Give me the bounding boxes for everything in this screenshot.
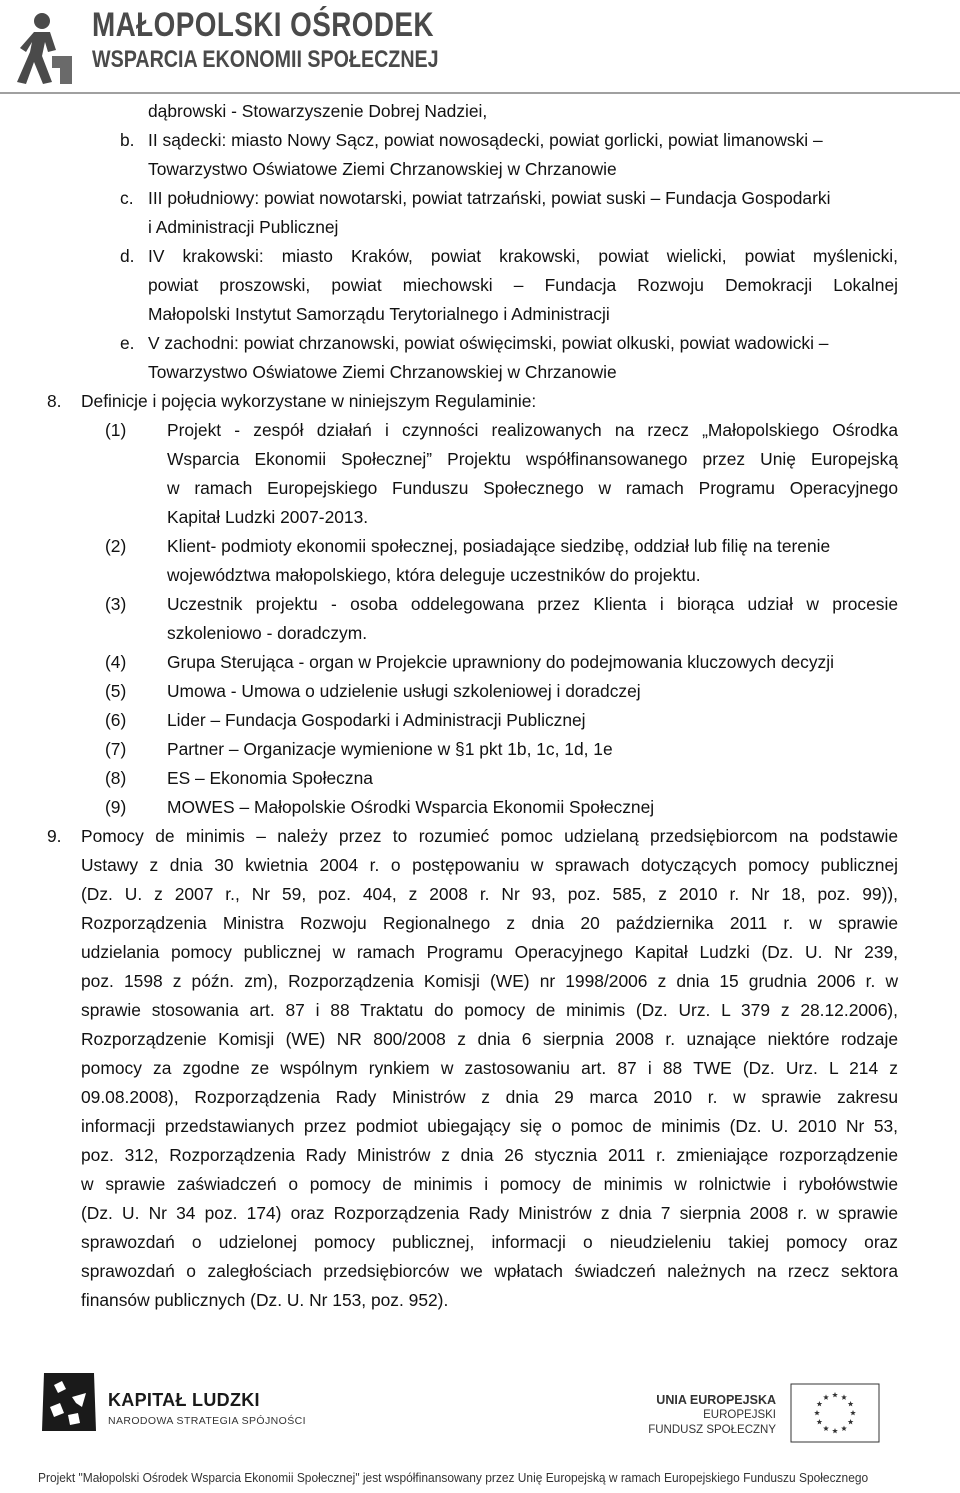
paragraph-line: informacji przedstawianych przez podmiot ubiegający się o pomoc de minimis (Dz. U. 2010 Nr 53, bbox=[81, 1116, 898, 1136]
kapital-ludzki-title: KAPITAŁ LUDZKI bbox=[108, 1390, 260, 1410]
definition-marker: (7) bbox=[105, 739, 127, 759]
definition-marker: (6) bbox=[105, 710, 127, 730]
definition-text: Grupa Sterująca - organ w Projekcie uprawniony do podejmowania kluczowych decyzji bbox=[167, 652, 834, 672]
eu-title: UNIA EUROPEJSKA bbox=[656, 1393, 776, 1407]
kapital-ludzki-subtitle: NARODOWA STRATEGIA SPÓJNOŚCI bbox=[108, 1415, 306, 1427]
logo-wordmark bbox=[92, 8, 515, 72]
paragraph-line: sprawozdań o udzielonej pomocy publicznej, informacji o nieudzieleniu takiej pomocy oraz bbox=[81, 1232, 898, 1252]
logo-line2: WSPARCIA EKONOMII SPOŁECZNEJ bbox=[92, 46, 439, 73]
eu-line3: FUNDUSZ SPOŁECZNY bbox=[648, 1424, 776, 1436]
list-item-a-continuation: dąbrowski - Stowarzyszenie Dobrej Nadziei, bbox=[148, 101, 488, 121]
list-item-text: i Administracji Publicznej bbox=[148, 217, 339, 237]
definition-text: Wsparcia Ekonomii Społecznej” Projektu współfinansowanego przez Unię Europejską bbox=[167, 449, 898, 469]
paragraph-line: pomocy za zgodne ze wspólnym rynkiem w zastosowaniu art. 87 i 88 TWE (Dz. Urz. L 214 z bbox=[81, 1058, 898, 1078]
list-item-text: IV krakowski: miasto Kraków, powiat krakowski, powiat wielicki, powiat myślenicki, bbox=[148, 246, 898, 266]
definition-text: Klient- podmioty ekonomii społecznej, posiadające siedzibę, oddział lub filię na terenie bbox=[167, 536, 831, 556]
list-item-text: Towarzystwo Oświatowe Ziemi Chrzanowskiej w Chrzanowie bbox=[148, 362, 617, 382]
page-footer bbox=[0, 1345, 960, 1493]
definition-text: szkoleniowo - doradczym. bbox=[167, 623, 368, 643]
definition-marker: (8) bbox=[105, 768, 127, 788]
definition-text: ES – Ekonomia Społeczna bbox=[167, 768, 373, 788]
definition-marker: (9) bbox=[105, 797, 127, 817]
eu-line2: EUROPEJSKI bbox=[703, 1409, 776, 1421]
paragraph-line: (Dz. U. Nr 34 poz. 174) oraz Rozporządzenia Rady Ministrów z dnia 7 sierpnia 2008 r. w sprawie bbox=[81, 1203, 898, 1223]
definition-text: Partner – Organizacje wymienione w §1 pkt 1b, 1c, 1d, 1e bbox=[167, 739, 613, 759]
definition-marker: (3) bbox=[105, 594, 127, 614]
eu-logo-text bbox=[646, 1393, 776, 1438]
section-number: 8. bbox=[47, 391, 62, 411]
definition-text: Projekt - zespół działań i czynności realizowanych na rzecz „Małopolskiego Ośrodka bbox=[167, 420, 898, 440]
list-item-text: II sądecki: miasto Nowy Sącz, powiat nowosądecki, powiat gorlicki, powiat limanowski – bbox=[148, 130, 823, 150]
paragraph-line: sprawie stosowania art. 87 i 88 Traktatu do pomocy de minimis (Dz. Urz. L 379 z 28.12.2006), bbox=[81, 1000, 898, 1020]
paragraph-line: 09.08.2008), Rozporządzenia Rady Ministrów z dnia 29 marca 2010 r. w sprawie zakresu bbox=[81, 1087, 898, 1107]
list-marker: d. bbox=[120, 246, 135, 266]
definition-text: w ramach Europejskiego Funduszu Społecznego w ramach Programu Operacyjnego bbox=[167, 478, 898, 498]
list-marker: c. bbox=[120, 188, 134, 208]
paragraph-line: Rozporządzenia Ministra Rozwoju Regionalnego z dnia 20 października 2011 r. w sprawie bbox=[81, 913, 898, 933]
paragraph-line: poz. 1598 z późn. zm), Rozporządzenia Komisji (WE) nr 1998/2006 z dnia 15 grudnia 2006 r. w bbox=[81, 971, 898, 991]
paragraph-line: sprawozdań o zaległościach przedsiębiorców we wpłatach świadczeń należnych na rzecz sektora bbox=[81, 1261, 898, 1281]
paragraph-line: poz. 312, Rozporządzenia Rady Ministrów z dnia 26 stycznia 2011 r. zmieniające rozporządzenie bbox=[81, 1145, 898, 1165]
definition-text: Lider – Fundacja Gospodarki i Administracji Publicznej bbox=[167, 710, 586, 730]
definition-text: MOWES – Małopolskie Ośrodki Wsparcia Ekonomii Społecznej bbox=[167, 797, 655, 817]
list-marker: e. bbox=[120, 333, 135, 353]
paragraph-line: (Dz. U. z 2007 r., Nr 59, poz. 404, z 2008 r. Nr 93, poz. 585, z 2010 r. Nr 18, poz. 99)), bbox=[81, 884, 898, 904]
list-marker: b. bbox=[120, 130, 135, 150]
definition-text: Kapitał Ludzki 2007-2013. bbox=[167, 507, 369, 527]
walking-figure-logo-icon bbox=[12, 12, 74, 84]
paragraph-line: Ustawy z dnia 30 kwietnia 2004 r. o postępowaniu w sprawach dotyczących pomocy publicznej bbox=[81, 855, 898, 875]
definition-text: Umowa - Umowa o udzielenie usługi szkoleniowej i doradczej bbox=[167, 681, 641, 701]
page-header bbox=[0, 0, 960, 95]
kapital-ludzki-emblem-icon bbox=[36, 1367, 102, 1437]
logo-line1: MAŁOPOLSKI OŚRODEK bbox=[92, 6, 434, 44]
list-item-text: Małopolski Instytut Samorządu Terytorialnego i Administracji bbox=[148, 304, 610, 324]
paragraph-line: Rozporządzenie Komisji (WE) NR 800/2008 z dnia 6 sierpnia 2008 r. uznające niektóre rodzaje bbox=[81, 1029, 898, 1049]
paragraph-line: w sprawie zaświadczeń o pomocy de minimis i pomocy de minimis w rolnictwie i rybołówstwie bbox=[81, 1174, 898, 1194]
definition-marker: (5) bbox=[105, 681, 127, 701]
definition-marker: (2) bbox=[105, 536, 127, 556]
list-item-text: III południowy: powiat nowotarski, powiat tatrzański, powiat suski – Fundacja Gospodarki bbox=[148, 188, 831, 208]
paragraph-line: Pomocy de minimis – należy przez to rozumieć pomoc udzielaną przedsiębiorcom na podstawie bbox=[81, 826, 898, 846]
section-heading: Definicje i pojęcia wykorzystane w niniejszym Regulaminie: bbox=[81, 391, 537, 411]
paragraph-line: udzielania pomocy publicznej w ramach Programu Operacyjnego Kapitał Ludzki (Dz. U. Nr 239, bbox=[81, 942, 898, 962]
list-item-text: powiat proszowski, powiat miechowski – Fundacja Rozwoju Demokracji Lokalnej bbox=[148, 275, 898, 295]
paragraph-line: finansów publicznych (Dz. U. Nr 153, poz. 952). bbox=[81, 1290, 449, 1310]
definition-text: województwa małopolskiego, która deleguje uczestników do projektu. bbox=[167, 565, 701, 585]
definition-marker: (1) bbox=[105, 420, 127, 440]
eu-flag-icon bbox=[790, 1383, 880, 1443]
funding-note: Projekt "Małopolski Ośrodek Wsparcia Ekonomii Społecznej" jest współfinansowany przez Unię Europejską w ramach Europejskiego Funduszu Społecznego bbox=[38, 1470, 869, 1485]
definition-text: Uczestnik projektu - osoba oddelegowana przez Klienta i biorąca udział w procesie bbox=[167, 594, 898, 614]
list-item-text: Towarzystwo Oświatowe Ziemi Chrzanowskiej w Chrzanowie bbox=[148, 159, 617, 179]
section-number: 9. bbox=[47, 826, 62, 846]
header-divider bbox=[0, 92, 960, 94]
definition-marker: (4) bbox=[105, 652, 127, 672]
list-item-text: V zachodni: powiat chrzanowski, powiat oświęcimski, powiat olkuski, powiat wadowicki – bbox=[148, 333, 829, 353]
